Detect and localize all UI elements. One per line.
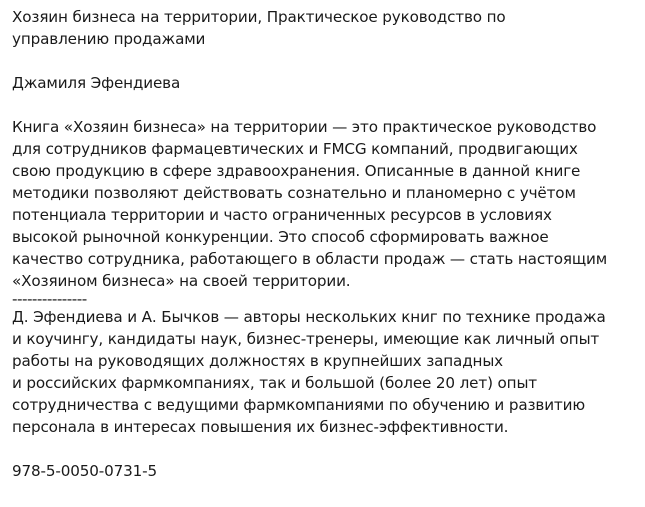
- bio-line: работы на руководящих должностях в крупнейших западных: [12, 352, 504, 370]
- bio-line: Д. Эфендиева и А. Бычков — авторы нескольких книг по технике продажа: [12, 308, 606, 326]
- bio-line: и российских фармкомпаниях, так и большой (более 20 лет) опыт: [12, 374, 537, 392]
- title-line: Хозяин бизнеса на территории, Практическое руководство по: [12, 8, 506, 26]
- section-separator: ---------------: [12, 290, 87, 308]
- description-line: потенциала территории и часто ограниченных ресурсов в условиях: [12, 206, 552, 224]
- description-line: высокой рыночной конкуренции. Это способ сформировать важное: [12, 228, 549, 246]
- blank-line: [12, 50, 637, 72]
- isbn: 978-5-0050-0731-5: [12, 462, 157, 480]
- description-line: качество сотрудника, работающего в области продаж — стать настоящим: [12, 250, 608, 268]
- description-line: методики позволяют действовать сознательно и планомерно с учётом: [12, 184, 576, 202]
- description-line: Книга «Хозяин бизнеса» на территории — это практическое руководство: [12, 118, 597, 136]
- description-line: свою продукцию в сфере здравоохранения. Описанные в данной книге: [12, 162, 581, 180]
- blank-line: [12, 94, 637, 116]
- book-title: [12, 6, 637, 50]
- description-line: для сотрудников фармацевтических и FMCG компаний, продвигающих: [12, 140, 578, 158]
- bio-line: и коучингу, кандидаты наук, бизнес-тренеры, имеющие как личный опыт: [12, 330, 600, 348]
- bio-line: персонала в интересах повышения их бизнес-эффективности.: [12, 418, 509, 436]
- bio-line: сотрудничества с ведущими фармкомпаниями по обучению и развитию: [12, 396, 585, 414]
- book-author: Джамиля Эфендиева: [12, 74, 181, 92]
- description-line: «Хозяином бизнеса» на своей территории.: [12, 272, 351, 290]
- title-line: управлению продажами: [12, 30, 206, 48]
- book-description: [12, 116, 637, 292]
- blank-line: [12, 438, 637, 460]
- authors-bio: [12, 306, 637, 438]
